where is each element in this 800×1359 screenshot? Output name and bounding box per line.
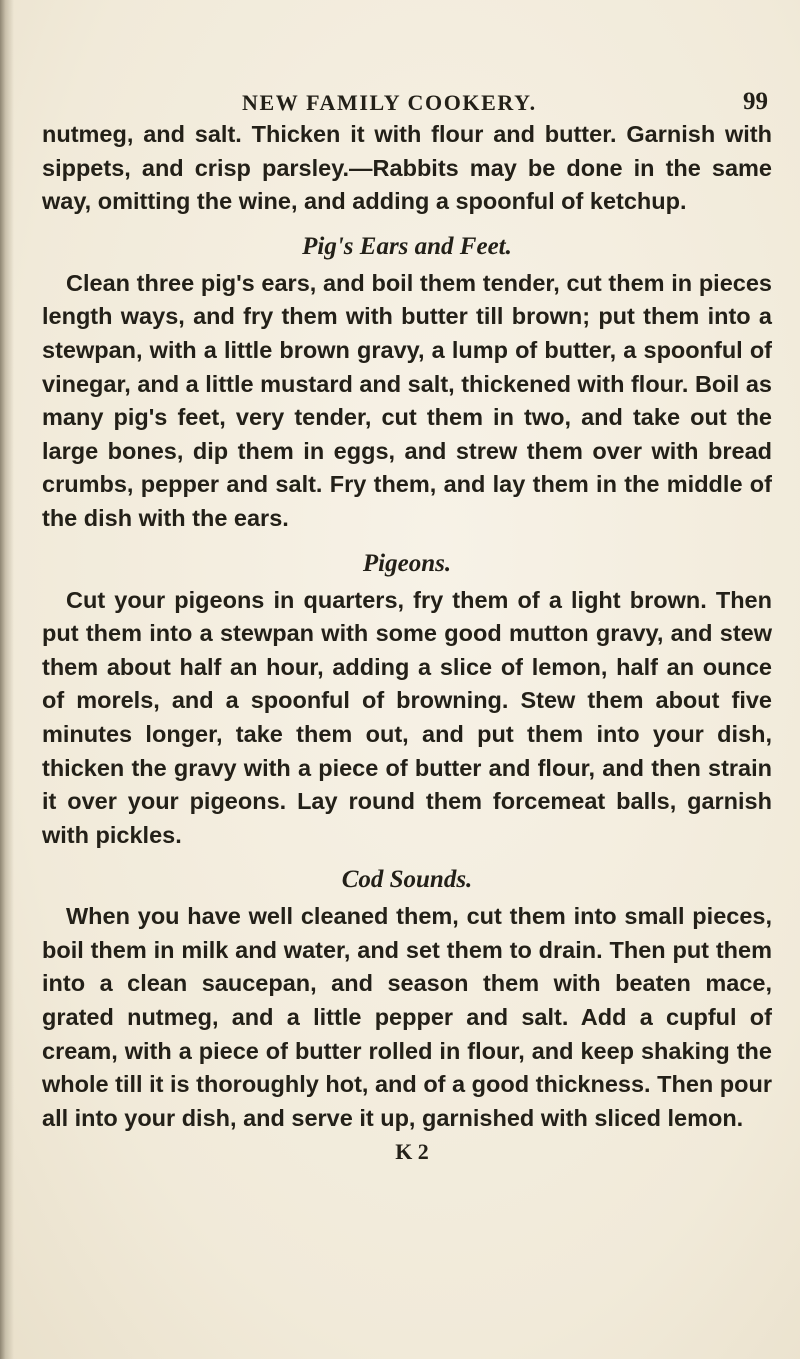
intro-paragraph: nutmeg, and salt. Thicken it with flour and butter. Garnish with sippets, and crisp parsley.—Rabbits may be done in the same way, omitting the wine, and adding a spoonful of ketchup. bbox=[42, 121, 772, 215]
cod-sounds-paragraph: When you have well cleaned them, cut them into small pieces, boil them in milk and water, and set them to drain. Then put them into a clean saucepan, and season them with beaten mace, grated nutmeg, and a little pepper and salt. Add a cupful of cream, with a piece of butter rolled in flour, and keep shaking the whole till it is thoroughly hot, and of a good thickness. Then pour all into your dish, and serve it up, garnished with sliced lemon. bbox=[42, 903, 772, 1131]
pigeons-paragraph: Cut your pigeons in quarters, fry them of a light brown. Then put them into a stewpan with some good mutton gravy, and stew them about half an hour, adding a slice of lemon, half an ounce of morels, and a spoonful of browning. Stew them about five minutes longer, take them out, and put them into your dish, thicken the gravy with a piece of butter and flour, and then strain it over your pigeons. Lay round them forcemeat balls, garnish with pickles. bbox=[42, 586, 772, 848]
pigs-ears-heading: Pig's Ears and Feet. bbox=[302, 232, 512, 260]
page-spine-shadow bbox=[0, 0, 14, 1359]
running-head: NEW FAMILY COOKERY. bbox=[242, 90, 537, 115]
pigeons-heading: Pigeons. bbox=[362, 549, 452, 577]
signature-mark: K 2 bbox=[395, 1139, 429, 1165]
page-number: 99 bbox=[743, 88, 768, 115]
pigs-ears-paragraph: Clean three pig's ears, and boil them tender, cut them in pieces length ways, and fry them with butter till brown; put them into a stewpan, with a little brown gravy, a lump of butter, a spoonful of vinegar, and a little mustard and salt, thickened with flour. Boil as many pig's feet, very tender, cut them in two, and take out the large bones, dip them in eggs, and strew them over with bread crumbs, pepper and salt. Fry them, and lay them in the middle of the dish with the ears. bbox=[42, 269, 772, 531]
page-header bbox=[42, 78, 772, 118]
cod-sounds-heading: Cod Sounds. bbox=[341, 866, 473, 894]
page-content bbox=[42, 78, 772, 1165]
